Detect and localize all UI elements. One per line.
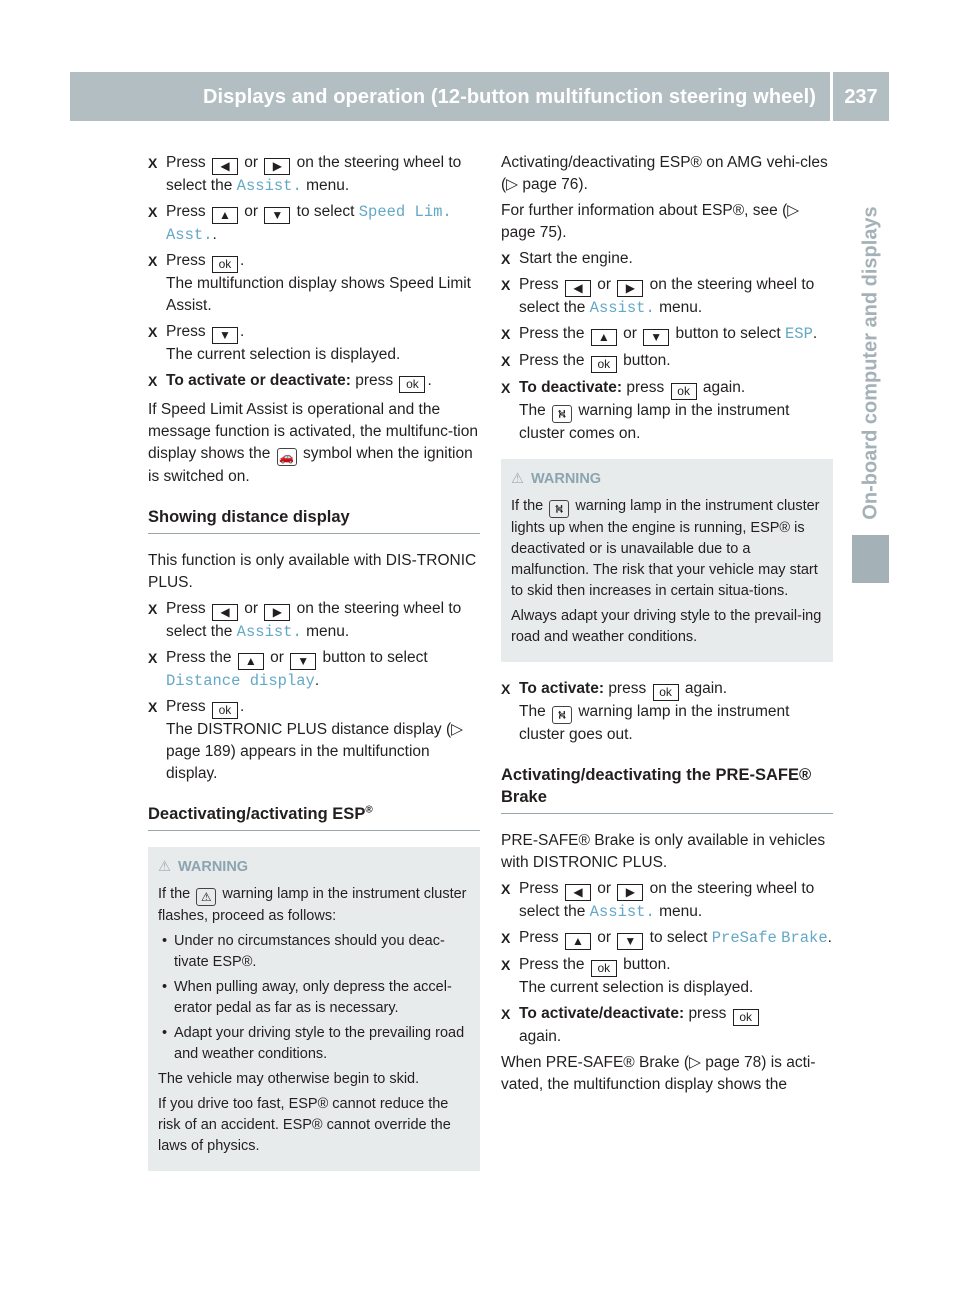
paragraph: When PRE-SAFE® Brake (▷ page 78) is acti-vated, the multifunction display shows the — [501, 1054, 816, 1093]
step: X To deactivate: press ok again. The ⛕ warning lamp in the instrument cluster comes on. — [501, 377, 833, 445]
step: X Press the ok button. The current selection is displayed. — [501, 954, 833, 999]
left-button-icon: ◀ — [565, 280, 591, 297]
ok-button-icon: ok — [671, 383, 697, 400]
ok-button-icon: ok — [399, 376, 425, 393]
right-column — [501, 152, 833, 1100]
step: X Press ok . The DISTRONIC PLUS distance display (▷ page 189) appears in the multifunction display. — [148, 696, 480, 785]
menu-item: Distance display — [166, 672, 315, 690]
step: X Press ok . The multifunction display shows Speed Limit Assist. — [148, 250, 480, 317]
step: X Press ◀ or ▶ on the steering wheel to select the Assist. menu. — [148, 598, 480, 643]
step: X Press the ok button. — [501, 350, 833, 373]
paragraph: If Speed Limit Assist is operational and the message function is activated, the multifunc-tion display shows the 🚗 symbol when the ignition is switched on. — [148, 401, 478, 485]
ok-button-icon: ok — [591, 960, 617, 977]
step: X To activate: press ok again. The ⛕ warning lamp in the instrument cluster goes out. — [501, 678, 833, 746]
chapter-tab-label: On-board computer and displays — [859, 206, 881, 520]
menu-name: Assist. — [236, 177, 302, 195]
warning-box: ⚠ WARNING If the ⚠ warning lamp in the instrument cluster flashes, proceed as follows: • Under no circumstances should you deac-tivate ESP®. • When pulling away, only depress the accel-erator pedal as far as is necessary. • Adapt your driving style to the prevailing road and weather conditions. The vehicle may otherwise begin to skid. If you drive too fast, ESP® cannot reduce the risk of an accident. ESP® cannot override the laws of physics. — [148, 847, 480, 1171]
menu-item: Brake — [781, 929, 828, 947]
up-button-icon: ▲ — [565, 933, 591, 950]
left-button-icon: ◀ — [212, 604, 238, 621]
esp-off-lamp-icon: ⛕ — [552, 706, 572, 724]
paragraph: For further information about ESP®, see (▷ page 75). — [501, 202, 800, 241]
menu-item: Speed Lim. — [358, 203, 452, 221]
section-heading: Showing distance display — [148, 506, 480, 534]
menu-item: Asst. — [166, 226, 213, 244]
step: X Press ▼ . The current selection is displayed. — [148, 321, 480, 366]
up-button-icon: ▲ — [591, 329, 617, 346]
speed-limit-assist-icon: 🚗 — [277, 448, 297, 466]
right-button-icon: ▶ — [617, 280, 643, 297]
esp-off-lamp-icon: ⛕ — [552, 405, 572, 423]
step: X Press the ▲ or ▼ button to select ESP. — [501, 323, 833, 346]
down-button-icon: ▼ — [643, 329, 669, 346]
ok-button-icon: ok — [733, 1009, 759, 1026]
step: X To activate/deactivate: press ok again. — [501, 1003, 833, 1048]
list-item: • Under no circumstances should you deac-tivate ESP®. — [158, 931, 472, 973]
up-button-icon: ▲ — [212, 207, 238, 224]
up-button-icon: ▲ — [238, 653, 264, 670]
left-button-icon: ◀ — [212, 158, 238, 175]
paragraph: Activating/deactivating ESP® on AMG vehi-cles (▷ page 76). — [501, 154, 828, 193]
esp-off-lamp-icon: ⛕ — [549, 500, 569, 518]
menu-item: PreSafe — [711, 929, 777, 947]
right-button-icon: ▶ — [617, 884, 643, 901]
right-button-icon: ▶ — [264, 158, 290, 175]
page-number: 237 — [844, 86, 878, 108]
paragraph: This function is only available with DIS-TRONIC PLUS. — [148, 552, 477, 591]
left-column — [148, 152, 480, 1187]
step: X Press the ▲ or ▼ button to select Distance display. — [148, 647, 480, 692]
ok-button-icon: ok — [591, 356, 617, 373]
step: X Press ◀ or ▶ on the steering wheel to select the Assist. menu. — [501, 274, 833, 319]
down-button-icon: ▼ — [290, 653, 316, 670]
ok-button-icon: ok — [212, 702, 238, 719]
step: X Press ▲ or ▼ to select PreSafe Brake. — [501, 927, 833, 950]
section-heading: Deactivating/activating ESP® — [148, 803, 480, 831]
paragraph: PRE-SAFE® Brake is only available in vehicles with DISTRONIC PLUS. — [501, 832, 826, 871]
ok-button-icon: ok — [212, 256, 238, 273]
step: X To activate or deactivate: press ok . — [148, 370, 480, 393]
page-title: Displays and operation (12-button multifunction steering wheel) — [202, 86, 816, 108]
menu-name: Assist. — [236, 623, 302, 641]
warning-title: ⚠ WARNING — [158, 857, 472, 878]
chapter-marker — [852, 535, 889, 583]
left-button-icon: ◀ — [565, 884, 591, 901]
down-button-icon: ▼ — [617, 933, 643, 950]
esp-warning-lamp-icon: ⚠ — [196, 888, 216, 906]
warning-box: ⚠ WARNING If the ⛕ warning lamp in the instrument cluster lights up when the engine is running, ESP® is deactivated or is unavailable due to a malfunction. The risk that your vehicle may start to skid then increases in certain situa-tions. Always adapt your driving style to the prevail-ing road and weather conditions. — [501, 459, 833, 662]
step: X Start the engine. — [501, 248, 833, 270]
step: X Press ◀ or ▶ on the steering wheel to select the Assist. menu. — [148, 152, 480, 197]
down-button-icon: ▼ — [264, 207, 290, 224]
warning-title: ⚠ WARNING — [511, 469, 825, 490]
menu-item: ESP — [784, 325, 813, 343]
step: X Press ▲ or ▼ to select Speed Lim. Asst.. — [148, 201, 480, 246]
list-item: • Adapt your driving style to the prevailing road and weather conditions. — [158, 1023, 472, 1065]
menu-name: Assist. — [589, 299, 655, 317]
section-heading: Activating/deactivating the PRE-SAFE® Brake — [501, 764, 833, 814]
ok-button-icon: ok — [653, 684, 679, 701]
chapter-tab — [852, 128, 889, 598]
step: X Press ◀ or ▶ on the steering wheel to select the Assist. menu. — [501, 878, 833, 923]
menu-name: Assist. — [589, 903, 655, 921]
list-item: • When pulling away, only depress the accel-erator pedal as far as is necessary. — [158, 977, 472, 1019]
down-button-icon: ▼ — [212, 327, 238, 344]
right-button-icon: ▶ — [264, 604, 290, 621]
